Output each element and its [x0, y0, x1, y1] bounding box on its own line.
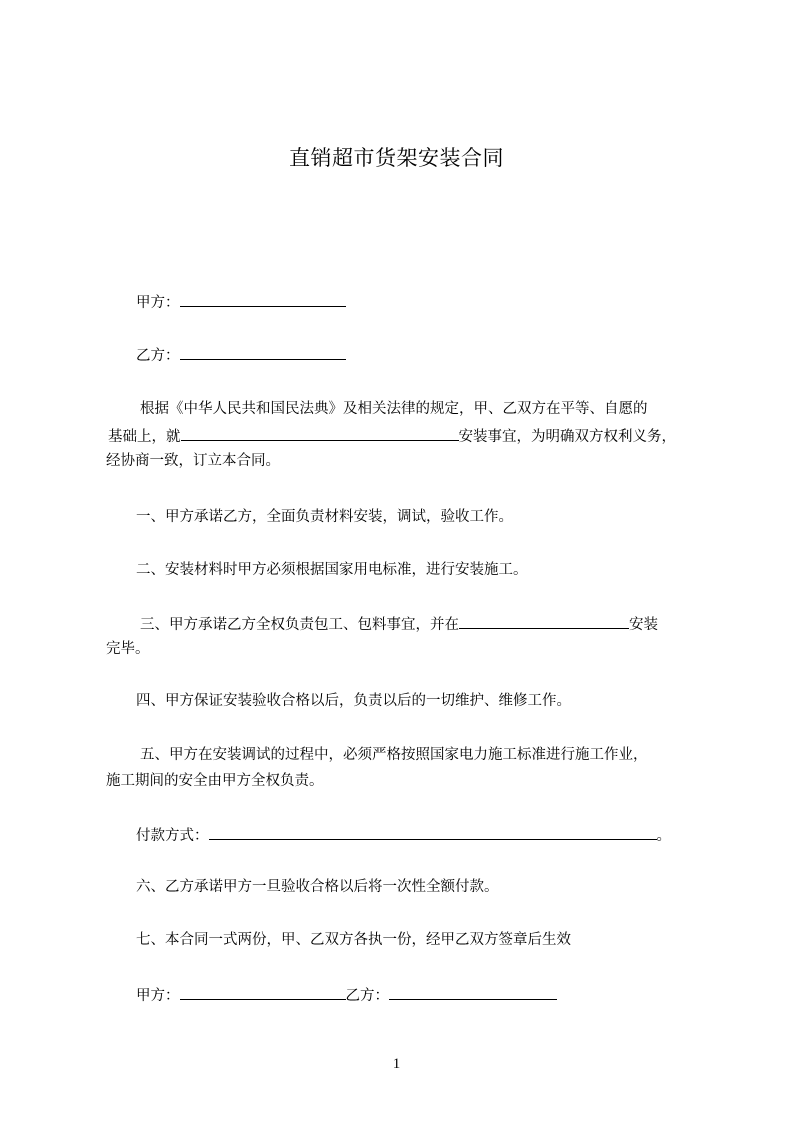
payment-blank: [209, 824, 657, 840]
subject-blank: [181, 425, 459, 441]
sign-party-a-blank: [180, 984, 346, 1000]
payment-end: 。: [656, 828, 671, 844]
party-a-line: [136, 291, 346, 313]
clause-3-end: 安装: [629, 617, 658, 633]
party-b-line: [136, 344, 346, 366]
intro-line-3: 经协商一致，订立本合同。: [106, 453, 280, 469]
clause-3-line-1: [140, 613, 658, 635]
document-title: 直销超市货架安装合同: [289, 146, 504, 170]
sign-party-b-blank: [389, 984, 557, 1000]
clause-5-line-2: 施工期间的安全由甲方全权负责。: [106, 773, 324, 789]
clause-6: 六、乙方承诺甲方一旦验收合格以后将一次性全额付款。: [136, 879, 499, 895]
clause-4: 四、甲方保证安装验收合格以后，负责以后的一切维护、维修工作。: [136, 693, 571, 709]
clause-7: 七、本合同一式两份，甲、乙双方各执一份，经甲乙双方签章后生效: [136, 932, 571, 948]
intro-line-2-start: 基础上，就: [108, 429, 181, 445]
clause-3-line-2: 完毕。: [106, 641, 150, 657]
clause-3-start: 三、甲方承诺乙方全权负责包工、包料事宜，并在: [140, 617, 459, 633]
payment-label: 付款方式：: [136, 828, 209, 844]
intro-line-2: [108, 425, 676, 447]
party-a-blank: [180, 291, 346, 307]
clause-1: 一、甲方承诺乙方，全面负责材料安装，调试，验收工作。: [136, 509, 513, 525]
clause-2: 二、安装材料时甲方必须根据国家用电标准，进行安装施工。: [136, 562, 528, 578]
clause-5-line-1: 五、甲方在安装调试的过程中，必须严格按照国家电力施工标准进行施工作业，: [140, 747, 648, 763]
sign-party-b-label: 乙方：: [345, 988, 389, 1004]
party-b-label: 乙方：: [136, 348, 180, 364]
page-number: 1: [392, 1056, 401, 1072]
intro-line-1: 根据《中华人民共和国民法典》及相关法律的规定，甲、乙双方在平等、自愿的: [140, 401, 648, 417]
sign-party-a-label: 甲方：: [136, 988, 180, 1004]
payment-line: [136, 824, 671, 846]
party-a-label: 甲方：: [136, 295, 180, 311]
party-b-blank: [180, 344, 346, 360]
signature-line: [136, 984, 557, 1006]
completion-date-blank: [459, 613, 629, 629]
intro-line-2-end: 安装事宜，为明确双方权利义务，: [458, 429, 676, 445]
